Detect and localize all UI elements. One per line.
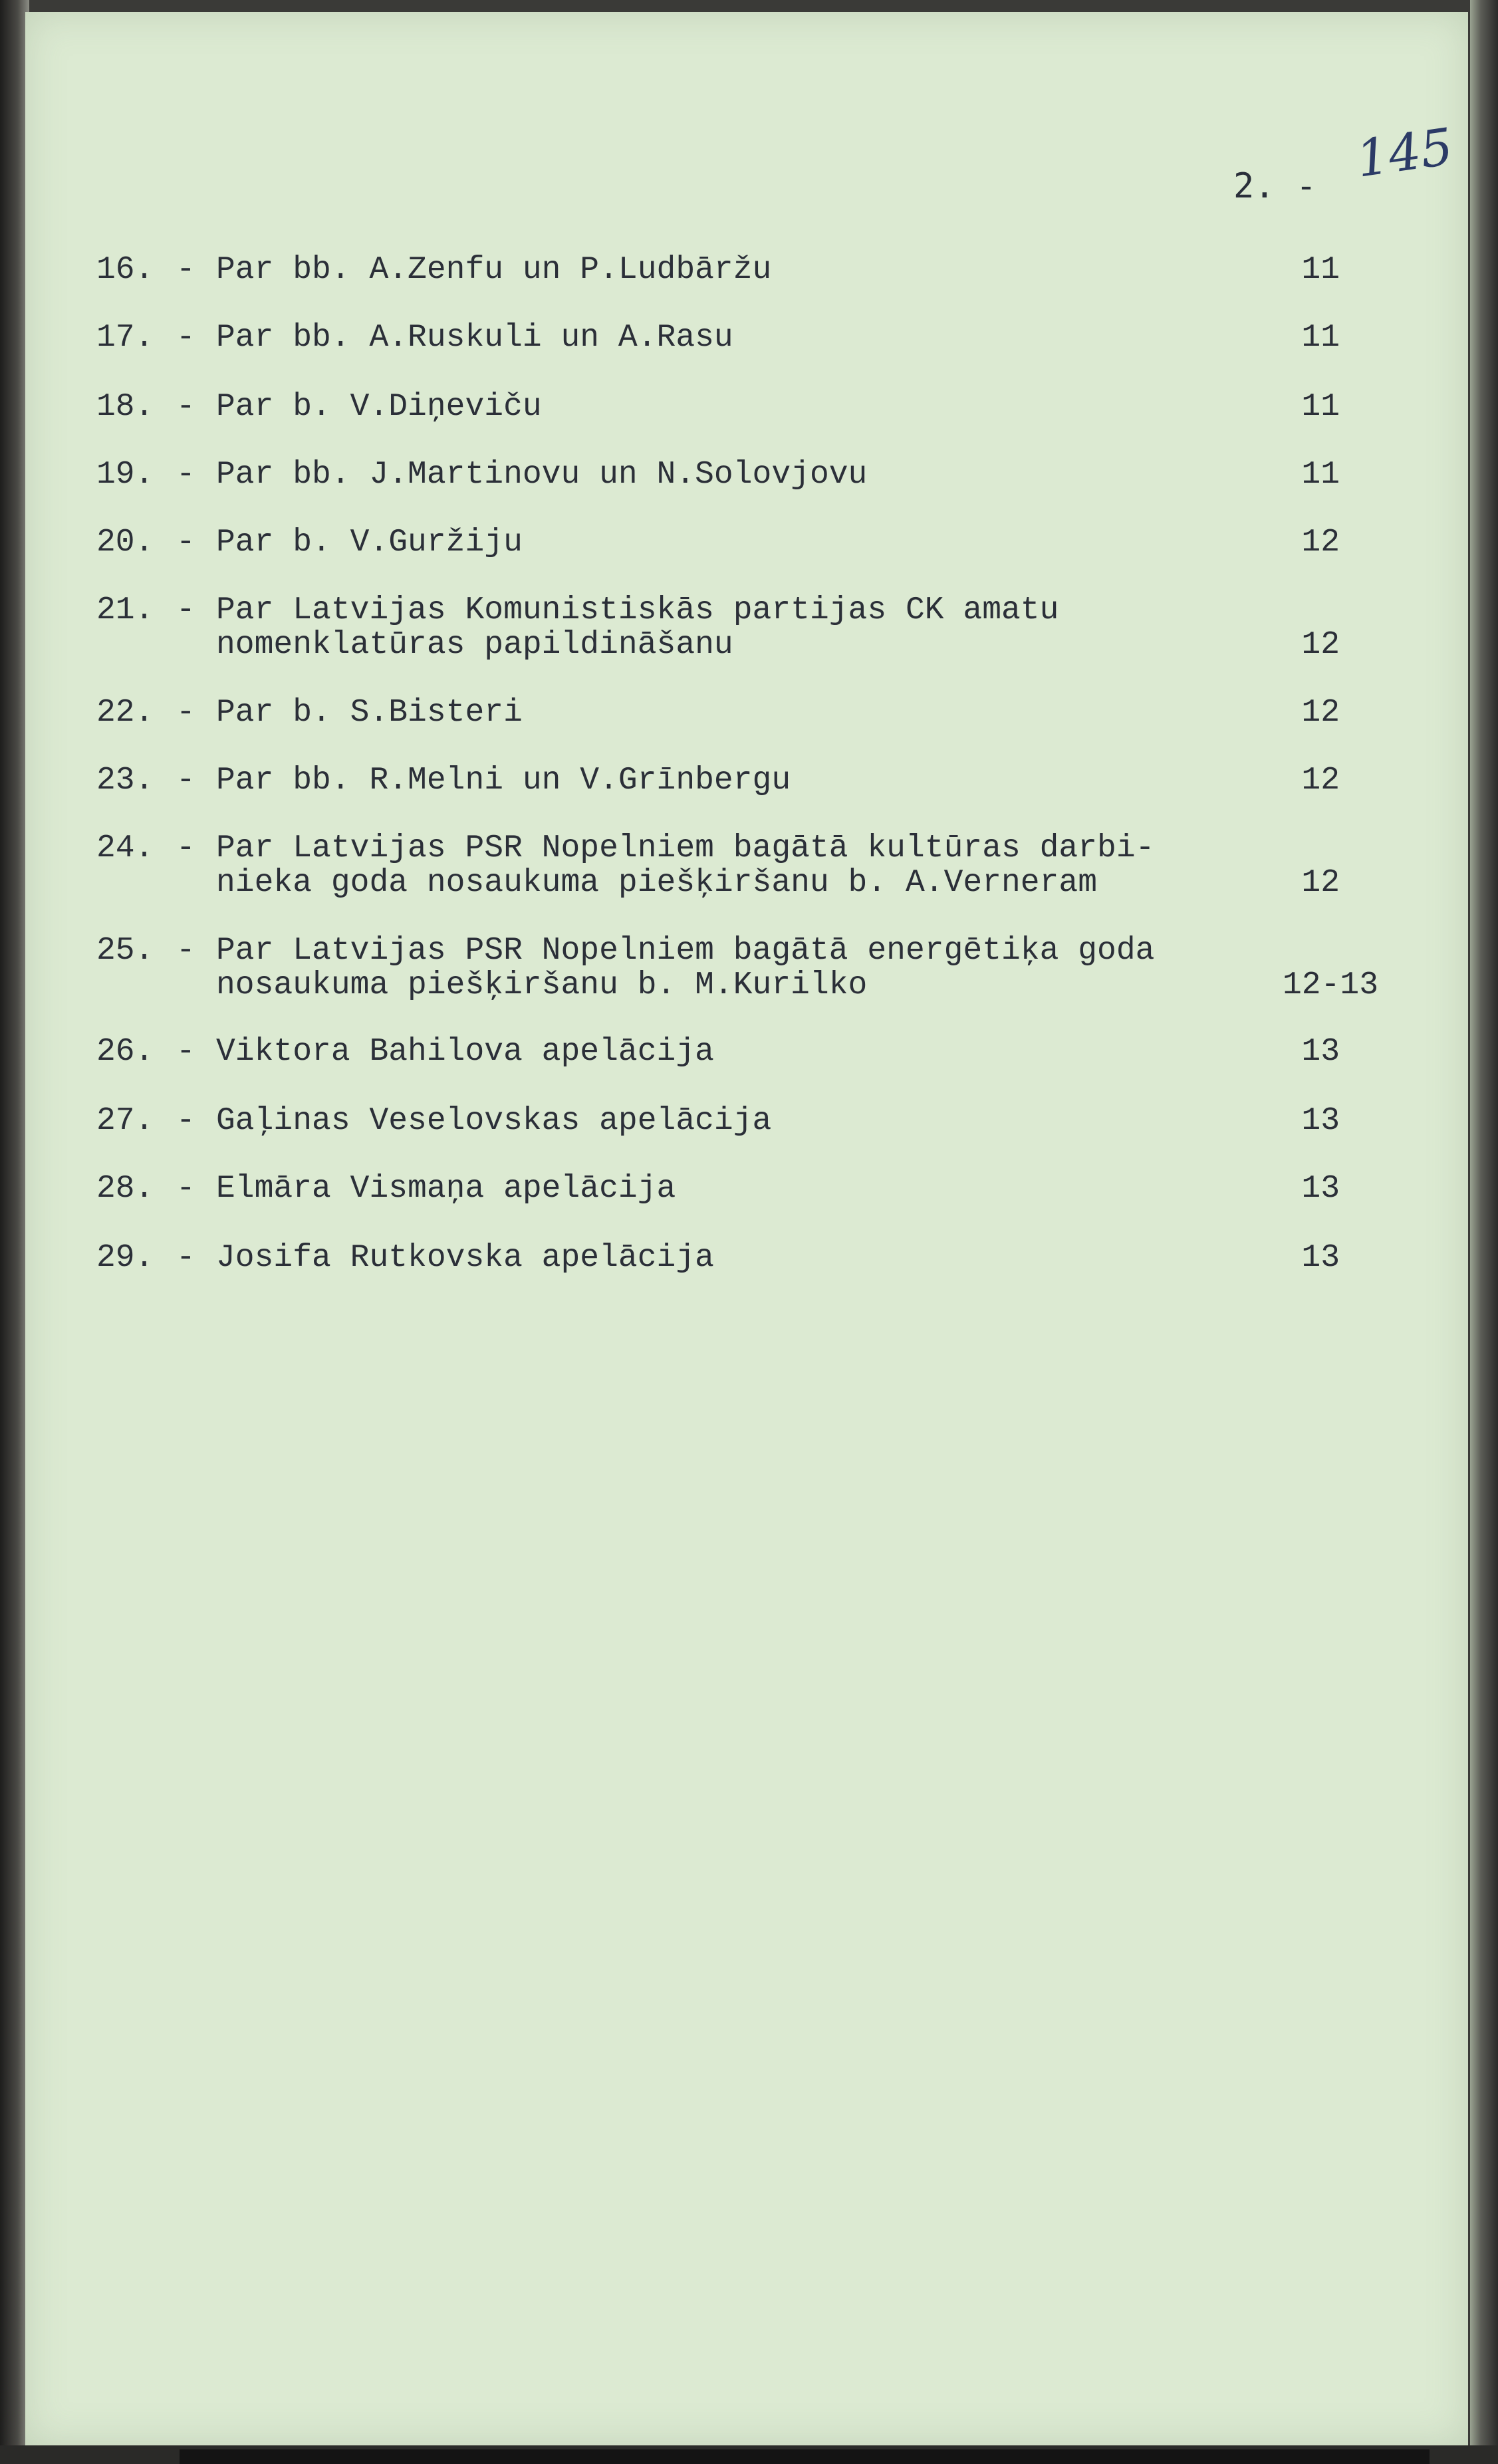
entry-page-reference: 13	[1301, 1240, 1340, 1276]
entry-dash: -	[176, 830, 195, 866]
entry-number: 25.	[96, 933, 154, 969]
entry-page-reference: 11	[1301, 389, 1340, 425]
entry-title: Par bb. A.Zenfu un P.Ludbāržu	[216, 252, 772, 288]
entry-page-reference: 11	[1301, 457, 1340, 493]
entry-page-reference: 12	[1301, 865, 1340, 901]
entry-title: Gaļinas Veselovskas apelācija	[216, 1103, 772, 1139]
entry-page-reference: 12	[1301, 525, 1340, 560]
entry-dash: -	[176, 1103, 195, 1139]
page-number: 2. -	[1233, 166, 1317, 206]
entry-dash: -	[176, 252, 195, 288]
right-page-edge	[1470, 0, 1498, 2464]
entry-page-reference: 13	[1301, 1034, 1340, 1070]
entry-number: 19.	[96, 457, 154, 493]
entry-number: 20.	[96, 525, 154, 560]
entry-page-reference: 12	[1301, 763, 1340, 799]
entry-dash: -	[176, 1171, 195, 1207]
entry-page-reference: 11	[1301, 252, 1340, 288]
entry-title: Par bb. J.Martinovu un N.Solovjovu	[216, 457, 868, 493]
entry-dash: -	[176, 933, 195, 969]
entry-number: 28.	[96, 1171, 154, 1207]
entry-number: 29.	[96, 1240, 154, 1276]
entry-title: Par bb. A.Ruskuli un A.Rasu	[216, 320, 733, 356]
entry-dash: -	[176, 1240, 195, 1276]
entry-page-reference: 12-13	[1282, 967, 1378, 1003]
entry-title: Viktora Bahilova apelācija	[216, 1034, 714, 1070]
entry-number: 17.	[96, 320, 154, 356]
entry-number: 21.	[96, 592, 154, 628]
entry-dash: -	[176, 389, 195, 425]
entry-number: 23.	[96, 763, 154, 799]
entry-title: Par b. S.Bisteri	[216, 695, 523, 731]
entry-title: Par Latvijas PSR Nopelniem bagātā energētiķa goda nosaukuma piešķiršanu b. M.Kurilko	[216, 933, 1155, 1003]
entry-title: Josifa Rutkovska apelācija	[216, 1240, 714, 1276]
entry-number: 22.	[96, 695, 154, 731]
handwritten-folio-number: 145	[1352, 116, 1457, 189]
entry-dash: -	[176, 457, 195, 493]
entry-title: Par Latvijas PSR Nopelniem bagātā kultūras darbi- nieka goda nosaukuma piešķiršanu b. A.Verneram	[216, 830, 1155, 901]
entry-dash: -	[176, 592, 195, 628]
entry-page-reference: 12	[1301, 627, 1340, 663]
entry-page-reference: 13	[1301, 1171, 1340, 1207]
document-page	[25, 12, 1468, 2445]
entry-number: 26.	[96, 1034, 154, 1070]
entry-number: 18.	[96, 389, 154, 425]
entry-page-reference: 13	[1301, 1103, 1340, 1139]
entry-dash: -	[176, 695, 195, 731]
entry-title: Elmāra Vismaņa apelācija	[216, 1171, 676, 1207]
entry-number: 27.	[96, 1103, 154, 1139]
entry-dash: -	[176, 1034, 195, 1070]
entry-title: Par Latvijas Komunistiskās partijas CK amatu nomenklatūras papildināšanu	[216, 592, 1059, 663]
entry-page-reference: 12	[1301, 695, 1340, 731]
entry-dash: -	[176, 763, 195, 799]
entry-title: Par b. V.Guržiju	[216, 525, 523, 560]
entry-page-reference: 11	[1301, 320, 1340, 356]
entry-number: 16.	[96, 252, 154, 288]
entry-dash: -	[176, 525, 195, 560]
entry-title: Par b. V.Diņeviču	[216, 389, 542, 425]
entry-title: Par bb. R.Melni un V.Grīnbergu	[216, 763, 791, 799]
entry-number: 24.	[96, 830, 154, 866]
entry-dash: -	[176, 320, 195, 356]
bottom-binding-strip	[180, 2449, 1430, 2464]
